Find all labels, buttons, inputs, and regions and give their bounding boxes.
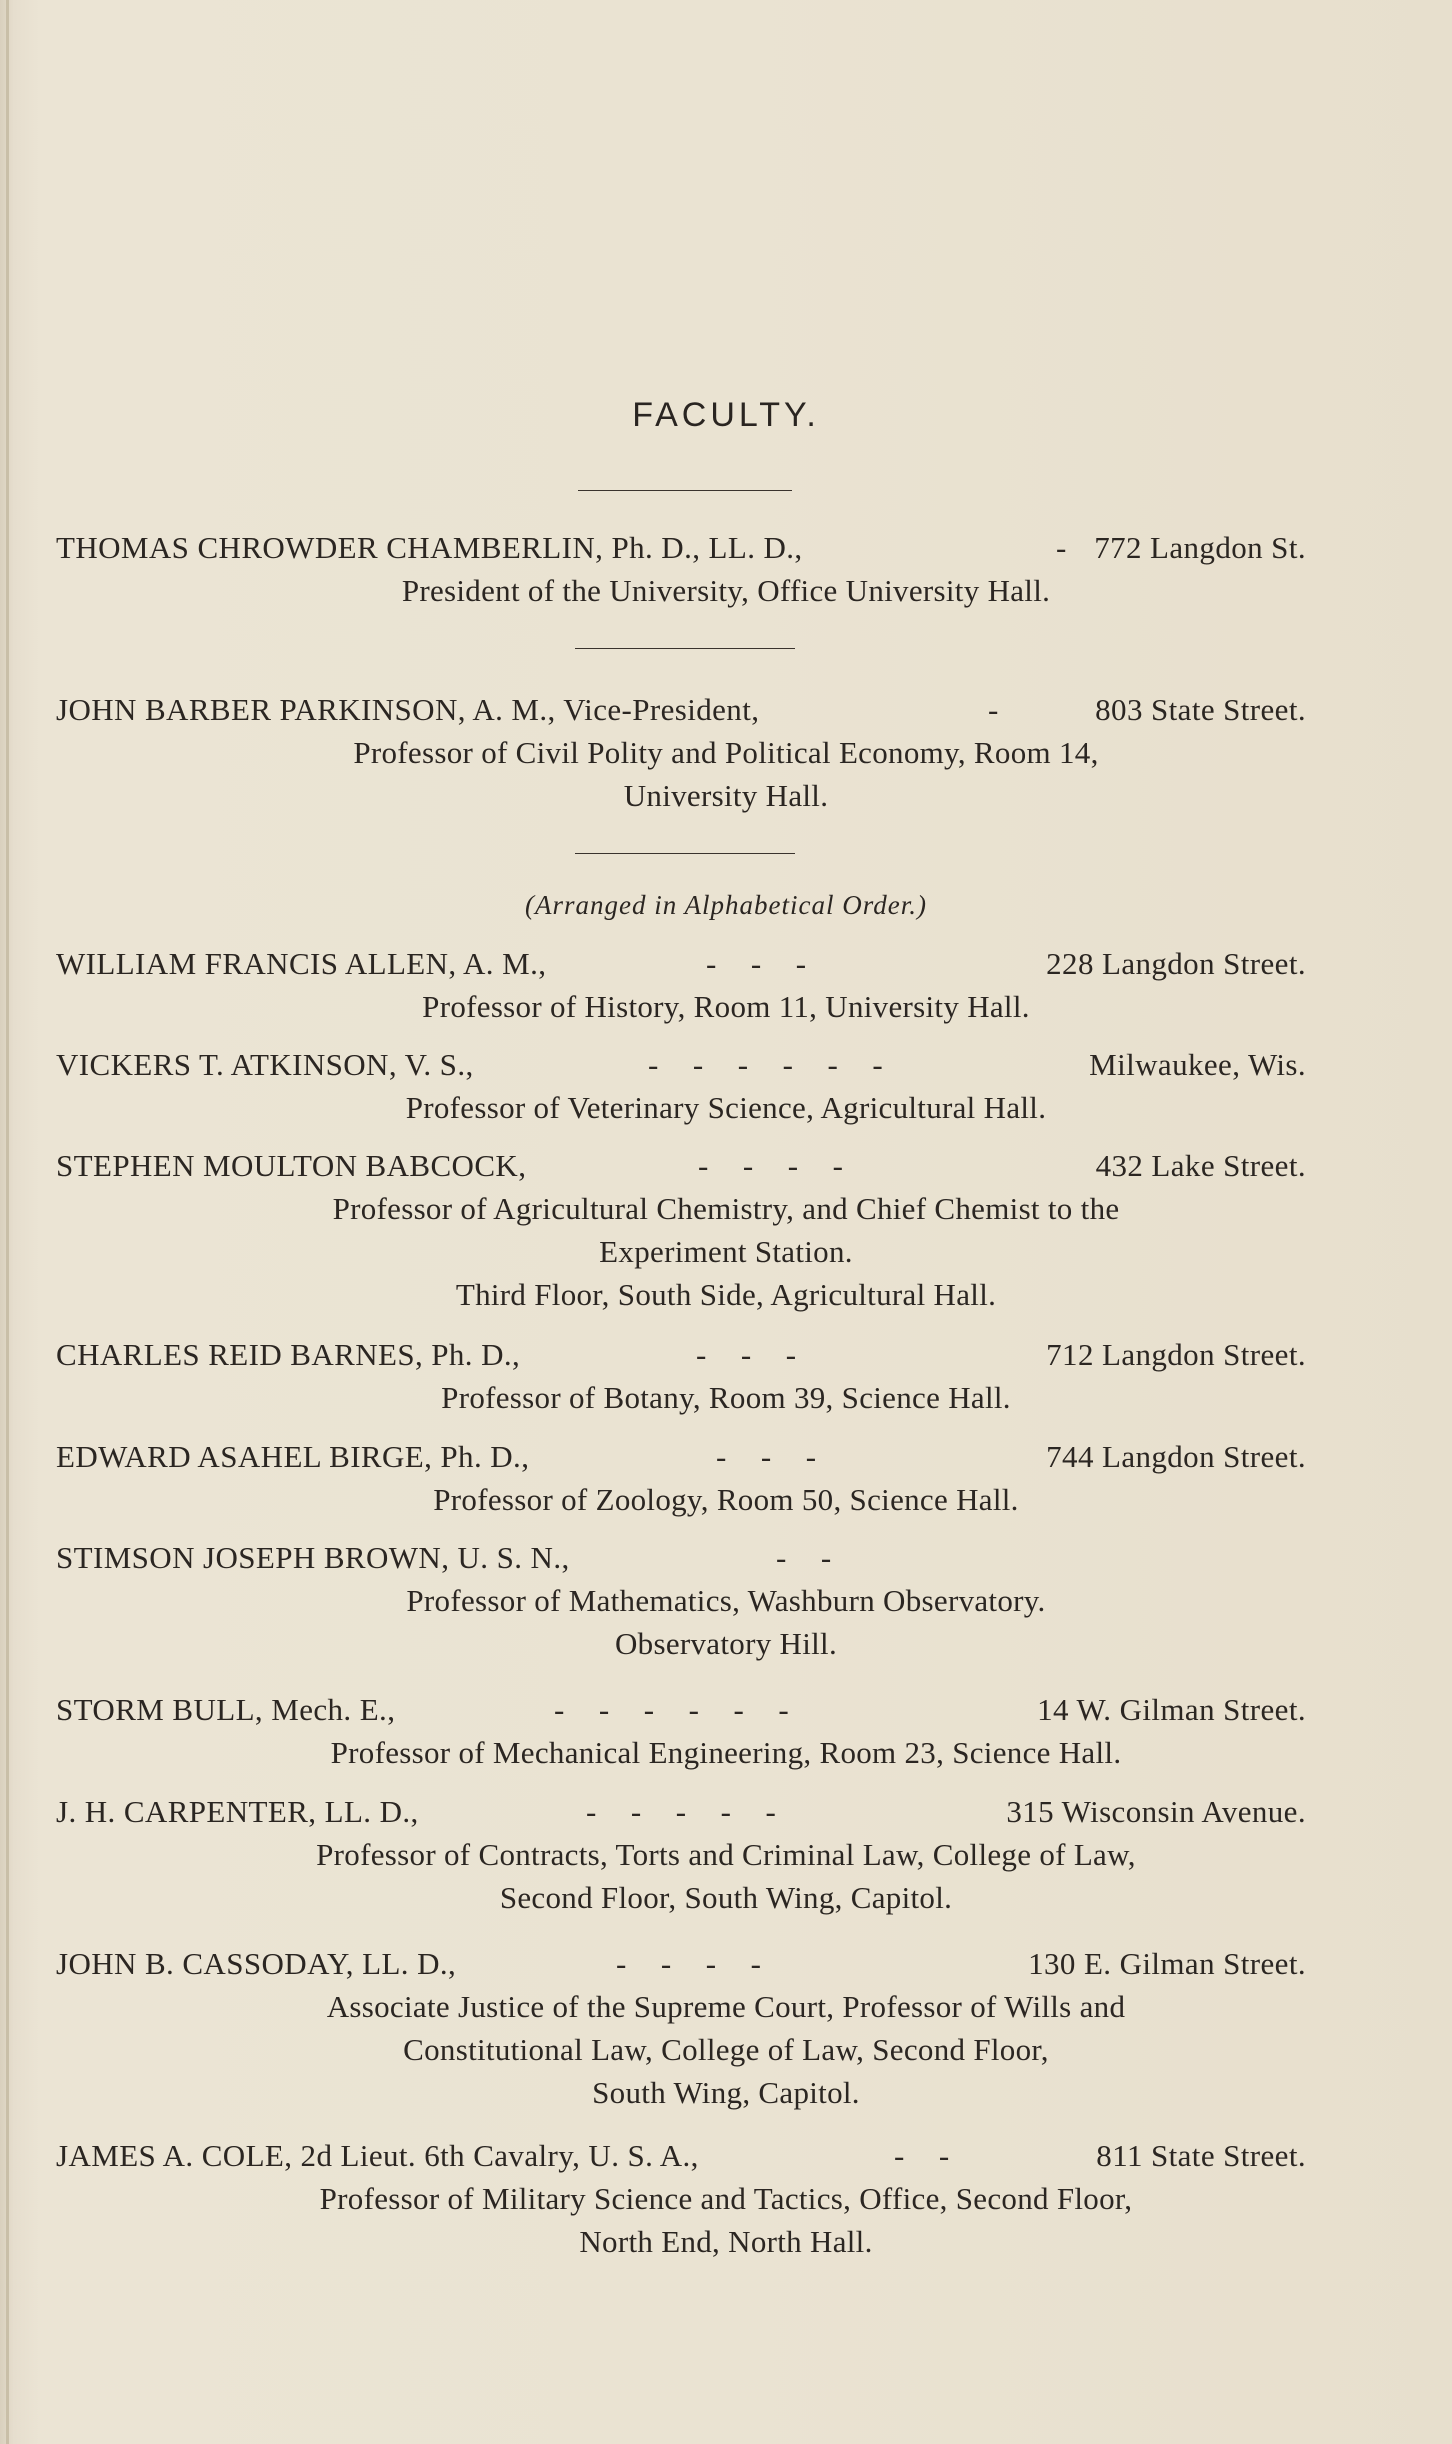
faculty-description: Professor of Zoology, Room 50, Science Hall. bbox=[433, 1482, 1019, 1517]
faculty-name: JOHN B. CASSODAY, LL. D., bbox=[56, 1946, 457, 1981]
leader-dashes: - - - bbox=[716, 1439, 817, 1474]
president-address: 772 Langdon St. bbox=[1094, 530, 1306, 565]
vice-president-address: 803 State Street. bbox=[1095, 692, 1306, 727]
faculty-description: Professor of Agricultural Chemistry, and Chief Chemist to the bbox=[332, 1191, 1120, 1226]
faculty-address: 432 Lake Street. bbox=[1095, 1148, 1306, 1183]
faculty-description: Second Floor, South Wing, Capitol. bbox=[499, 1880, 953, 1915]
faculty-description: North End, North Hall. bbox=[579, 2224, 873, 2259]
faculty-name: VICKERS T. ATKINSON, V. S., bbox=[56, 1047, 474, 1082]
leader-dashes: - - - - bbox=[698, 1148, 844, 1183]
leader-dashes: - - - bbox=[706, 946, 807, 981]
faculty-name: STORM BULL, Mech. E., bbox=[56, 1692, 396, 1727]
leader-dashes: - - bbox=[894, 2138, 950, 2173]
faculty-address: 712 Langdon Street. bbox=[1046, 1337, 1306, 1372]
president-name: THOMAS CHROWDER CHAMBERLIN, Ph. D., LL. D., bbox=[56, 530, 803, 565]
faculty-description: Professor of Botany, Room 39, Science Hall. bbox=[441, 1380, 1011, 1415]
leader-dashes: - bbox=[1056, 530, 1067, 565]
faculty-description: Professor of History, Room 11, University Hall. bbox=[422, 989, 1030, 1024]
faculty-address: 14 W. Gilman Street. bbox=[1037, 1692, 1306, 1727]
section-rule bbox=[575, 648, 795, 649]
leader-dashes: - - - - - - bbox=[554, 1692, 790, 1727]
faculty-address: 315 Wisconsin Avenue. bbox=[1006, 1794, 1306, 1829]
president-title: President of the University, Office University Hall. bbox=[401, 573, 1051, 608]
leader-dashes: - - bbox=[776, 1540, 832, 1575]
faculty-description: Experiment Station. bbox=[599, 1234, 853, 1269]
faculty-name: STEPHEN MOULTON BABCOCK, bbox=[56, 1148, 527, 1183]
faculty-address: 130 E. Gilman Street. bbox=[1028, 1946, 1306, 1981]
page-title: FACULTY. bbox=[632, 396, 820, 434]
vice-president-name: JOHN BARBER PARKINSON, A. M., Vice-President, bbox=[56, 692, 760, 727]
faculty-name: J. H. CARPENTER, LL. D., bbox=[56, 1794, 419, 1829]
faculty-name: CHARLES REID BARNES, Ph. D., bbox=[56, 1337, 521, 1372]
alphabetical-note: (Arranged in Alphabetical Order.) bbox=[525, 890, 927, 920]
faculty-description: Professor of Contracts, Torts and Criminal Law, College of Law, bbox=[316, 1837, 1136, 1872]
faculty-description: Associate Justice of the Supreme Court, Professor of Wills and bbox=[326, 1989, 1126, 2024]
faculty-address: 744 Langdon Street. bbox=[1046, 1439, 1306, 1474]
faculty-name: WILLIAM FRANCIS ALLEN, A. M., bbox=[56, 946, 547, 981]
faculty-address: 228 Langdon Street. bbox=[1046, 946, 1306, 981]
faculty-name: STIMSON JOSEPH BROWN, U. S. N., bbox=[56, 1540, 570, 1575]
leader-dashes: - bbox=[988, 692, 999, 727]
leader-dashes: - - - - - bbox=[586, 1794, 777, 1829]
section-rule bbox=[575, 853, 795, 854]
faculty-address: 811 State Street. bbox=[1096, 2138, 1306, 2173]
faculty-description: Third Floor, South Side, Agricultural Hall. bbox=[455, 1277, 997, 1312]
faculty-description: South Wing, Capitol. bbox=[592, 2075, 860, 2110]
faculty-name: JAMES A. COLE, 2d Lieut. 6th Cavalry, U. S. A., bbox=[56, 2138, 699, 2173]
faculty-description: Professor of Veterinary Science, Agricultural Hall. bbox=[405, 1090, 1047, 1125]
faculty-address: Milwaukee, Wis. bbox=[1089, 1047, 1306, 1082]
title-rule bbox=[578, 490, 792, 491]
faculty-description: Professor of Mathematics, Washburn Observatory. bbox=[406, 1583, 1046, 1618]
faculty-description: Professor of Military Science and Tactics, Office, Second Floor, bbox=[319, 2181, 1133, 2216]
faculty-description: Constitutional Law, College of Law, Second Floor, bbox=[403, 2032, 1049, 2067]
vice-president-title-line-2: University Hall. bbox=[623, 778, 829, 813]
faculty-description: Observatory Hill. bbox=[614, 1626, 838, 1661]
leader-dashes: - - - bbox=[696, 1337, 797, 1372]
leader-dashes: - - - - - - bbox=[648, 1047, 884, 1082]
faculty-description: Professor of Mechanical Engineering, Room 23, Science Hall. bbox=[330, 1735, 1122, 1770]
leader-dashes: - - - - bbox=[616, 1946, 762, 1981]
vice-president-title-line-1: Professor of Civil Polity and Political Economy, Room 14, bbox=[353, 735, 1099, 770]
faculty-name: EDWARD ASAHEL BIRGE, Ph. D., bbox=[56, 1439, 530, 1474]
